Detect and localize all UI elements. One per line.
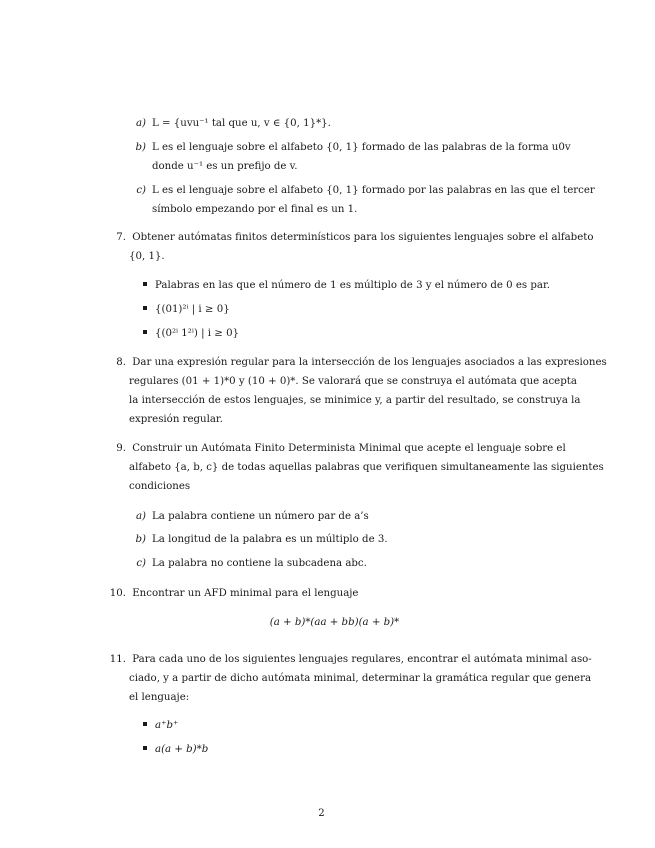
item-text: Dar una expresión regular para la intersección de los lenguajes asociados a las expresiones — [132, 357, 607, 368]
item-number: 10. — [109, 588, 126, 599]
item-number: 11. — [109, 654, 126, 665]
item-text: expresión regular. — [129, 414, 223, 425]
bullet-icon — [143, 746, 147, 750]
item8-line-3 — [129, 394, 580, 407]
bullet-text: {(0²ⁱ 1²ⁱ) | i ≥ 0} — [155, 328, 240, 339]
item7 — [108, 231, 593, 244]
subitem-text: L es el lenguaje sobre el alfabeto {0, 1} formado por las palabras en las que el tercer — [152, 185, 595, 196]
item11-bullet-1 — [143, 719, 178, 732]
bullet-text: a⁺b⁺ — [155, 720, 179, 731]
bullet-text: {(01)²ⁱ | i ≥ 0} — [155, 304, 230, 315]
subitem-text: La palabra contiene un número par de a’s — [152, 511, 369, 522]
item11-line-3 — [129, 691, 189, 704]
item6-subitem-c-cont — [152, 203, 357, 216]
item8-line-4 — [129, 413, 223, 426]
subitem-text: L es el lenguaje sobre el alfabeto {0, 1} formado de las palabras de la forma u0v — [152, 142, 571, 153]
bullet-icon — [143, 722, 147, 726]
item-text: Para cada uno de los siguientes lenguajes regulares, encontrar el autómata minimal aso- — [132, 654, 592, 665]
item-text: ciado, y a partir de dicho autómata minimal, determinar la gramática regular que genera — [129, 673, 592, 684]
item11-bullet-2 — [143, 743, 208, 756]
subitem-text: L = {uvu⁻¹ tal que u, v ∈ {0, 1}*}. — [152, 118, 331, 129]
item7-bullet-3 — [143, 327, 239, 340]
subitem-text: La longitud de la palabra es un múltiplo de 3. — [152, 534, 388, 545]
item9-subitem-a — [134, 510, 369, 523]
item8 — [108, 356, 607, 369]
item-text: Construir un Autómata Finito Determinista Minimal que acepte el lenguaje sobre el — [132, 443, 566, 454]
subitem-marker: c) — [136, 558, 146, 569]
item-number: 8. — [116, 357, 126, 368]
bullet-icon — [143, 306, 147, 310]
page-number: 2 — [318, 808, 325, 819]
item9-subitem-c — [134, 557, 367, 570]
item-number: 9. — [116, 443, 126, 454]
item9-line-2 — [129, 461, 604, 474]
item-text: regulares (01 + 1)*0 y (10 + 0)*. Se valorará que se construya el autómata que acepta — [129, 376, 577, 387]
item-text: Obtener autómatas finitos determinísticos para los siguientes lenguajes sobre el alfabeto — [132, 232, 594, 243]
item6-subitem-a — [134, 117, 331, 130]
item9-line-3 — [129, 480, 190, 493]
item11 — [108, 653, 592, 666]
bullet-icon — [143, 330, 147, 334]
item-number: 7. — [116, 232, 126, 243]
item10-formula — [0, 616, 655, 629]
subitem-marker: a) — [135, 118, 146, 129]
item-text: el lenguaje: — [129, 692, 190, 703]
item6-subitem-c — [134, 184, 595, 197]
item-text: alfabeto {a, b, c} de todas aquellas palabras que verifiquen simultaneamente las siguientes — [129, 462, 604, 473]
item7-cont — [129, 250, 165, 263]
bullet-text: a(a + b)*b — [155, 744, 209, 755]
item11-line-2 — [129, 672, 591, 685]
bullet-icon — [143, 282, 147, 286]
subitem-text: símbolo empezando por el final es un 1. — [152, 204, 358, 215]
item7-bullet-1 — [143, 279, 550, 292]
item-text: {0, 1}. — [129, 251, 165, 262]
item6-subitem-b — [134, 141, 571, 154]
subitem-text: La palabra no contiene la subcadena abc. — [152, 558, 367, 569]
item9-subitem-b — [134, 533, 388, 546]
subitem-marker: a) — [135, 511, 146, 522]
item-text: Encontrar un AFD minimal para el lenguaje — [132, 588, 359, 599]
item7-bullet-2 — [143, 303, 230, 316]
item-text: la intersección de estos lenguajes, se minimice y, a partir del resultado, se construya la — [129, 395, 581, 406]
item-text: condiciones — [129, 481, 191, 492]
subitem-marker: b) — [135, 534, 146, 545]
formula-text: (a + b)*(aa + bb)(a + b)* — [269, 617, 400, 628]
item10 — [108, 587, 358, 600]
item8-line-2 — [129, 375, 577, 388]
bullet-text: Palabras en las que el número de 1 es múltiplo de 3 y el número de 0 es par. — [155, 280, 550, 291]
subitem-marker: c) — [136, 185, 146, 196]
item9 — [108, 442, 566, 455]
subitem-marker: b) — [135, 142, 146, 153]
item6-subitem-b-cont — [152, 160, 297, 173]
subitem-text: donde u⁻¹ es un prefijo de v. — [152, 161, 298, 172]
